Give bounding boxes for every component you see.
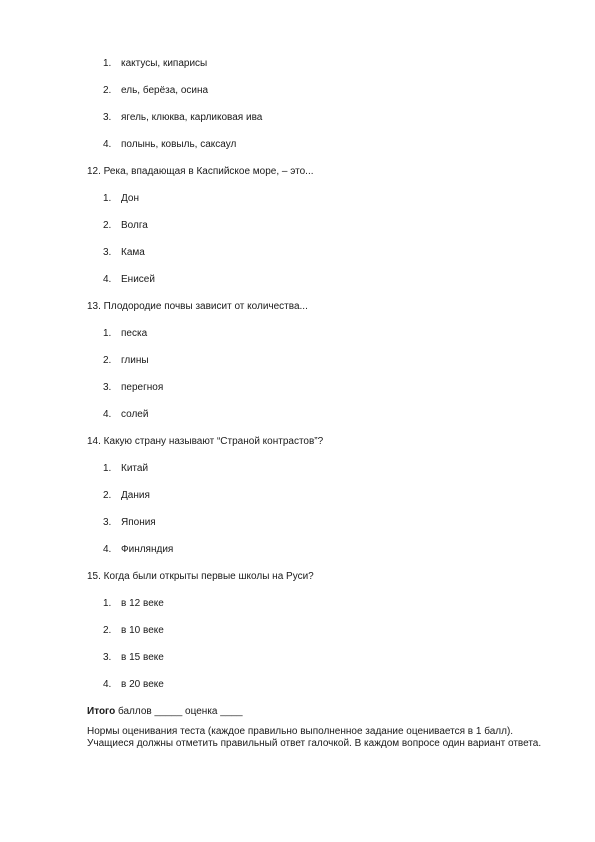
question-title: 15. Когда были открыты первые школы на Руси?	[87, 571, 314, 582]
list-item: 3. Япония	[103, 517, 156, 528]
list-item: 1. Дон	[103, 193, 139, 204]
list-item: 4. Енисей	[103, 274, 155, 285]
list-item: 1. кактусы, кипарисы	[103, 58, 208, 69]
list-item: 1. в 12 веке	[103, 598, 164, 609]
list-item: 3. перегноя	[103, 382, 164, 393]
list-item: 4. Финляндия	[103, 544, 174, 555]
list-item: 2. глины	[103, 355, 149, 366]
total-score-line	[87, 706, 243, 718]
list-item: 4. полынь, ковыль, саксаул	[103, 139, 237, 150]
question-title: 13. Плодородие почвы зависит от количества...	[87, 301, 308, 312]
list-item: 2. Дания	[103, 490, 150, 501]
list-item: 3. в 15 веке	[103, 652, 164, 663]
total-rest: баллов _____ оценка ____	[115, 706, 243, 717]
list-item: 4. солей	[103, 409, 149, 420]
question-title: 14. Какую страну называют “Страной контрастов”?	[87, 436, 324, 447]
list-item: 4. в 20 веке	[103, 679, 164, 690]
list-item: 2. ель, берёза, осина	[103, 85, 209, 96]
question-title: 12. Река, впадающая в Каспийское море, – это...	[87, 166, 314, 177]
list-item: 1. песка	[103, 328, 148, 339]
total-label: Итого	[87, 706, 116, 717]
grading-norms-paragraph: Нормы оценивания теста (каждое правильно выполненное задание оценивается в 1 балл). Учащиеся должны отметить правильный ответ галочкой. В каждом вопросе один вариант ответа.	[87, 726, 542, 749]
list-item: 1. Китай	[103, 463, 149, 474]
list-item: 2. Волга	[103, 220, 148, 231]
list-item: 3. Кама	[103, 247, 145, 258]
list-item: 3. ягель, клюква, карликовая ива	[103, 112, 263, 123]
list-item: 2. в 10 веке	[103, 625, 164, 636]
